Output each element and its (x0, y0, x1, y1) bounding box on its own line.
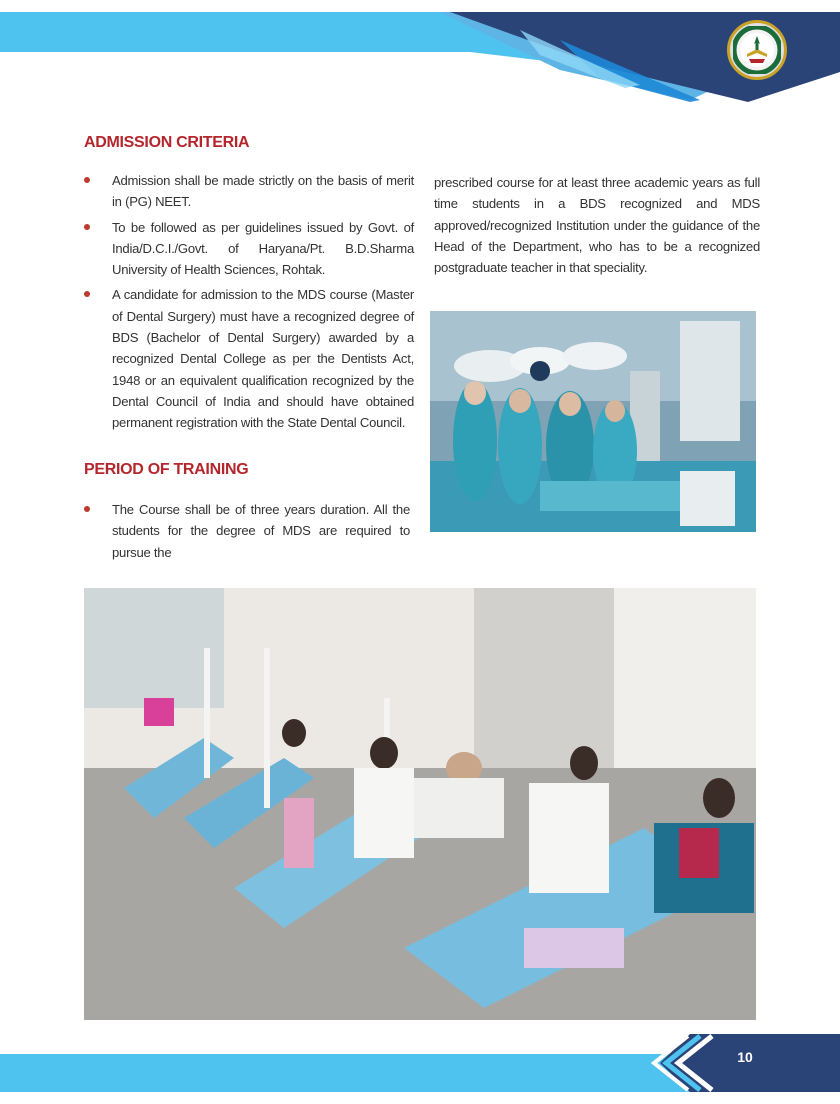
training-heading: PERIOD OF TRAINING (84, 461, 249, 478)
bullet-icon (84, 506, 90, 512)
list-item: A candidate for admission to the MDS course (Master of Dental Surgery) must have a recognized degree of BDS (Bachelor of Dental Surgery) awarded by a recognized Dental College as per the Dentists Act, 1948 or an equivalent qualification recognized by the Dental Council of India and should have obtained permanent registration with the State Dental Council. (84, 284, 414, 433)
page-number: 10 (737, 1049, 753, 1065)
header-band (0, 0, 840, 110)
admission-section (84, 134, 414, 434)
surgery-photo (430, 311, 756, 532)
list-item: To be followed as per guidelines issued by Govt. of India/D.C.I./Govt. of Haryana/Pt. B.D.Sharma University of Health Sciences, Rohtak. (84, 217, 414, 281)
bullet-icon (84, 224, 90, 230)
list-item: Admission shall be made strictly on the basis of merit in (PG) NEET. (84, 170, 414, 213)
admission-list (84, 170, 414, 434)
bullet-icon (84, 177, 90, 183)
footer-band (0, 1030, 840, 1104)
university-seal-logo (727, 20, 787, 80)
list-item: The Course shall be of three years duration. All the students for the degree of MDS are required to pursue the (84, 499, 410, 563)
dental-clinic-photo (84, 588, 756, 1020)
training-continuation-text: prescribed course for at least three academic years as full time students in a BDS recognized and MDS approved/recognized Institution under the guidance of the Head of the Department, who has to be a recognized postgraduate teacher in that speciality. (434, 175, 760, 276)
admission-heading: ADMISSION CRITERIA (84, 134, 250, 151)
bullet-icon (84, 291, 90, 297)
training-list (84, 499, 410, 563)
training-section (84, 461, 410, 563)
seal-emblem-icon (733, 26, 781, 74)
